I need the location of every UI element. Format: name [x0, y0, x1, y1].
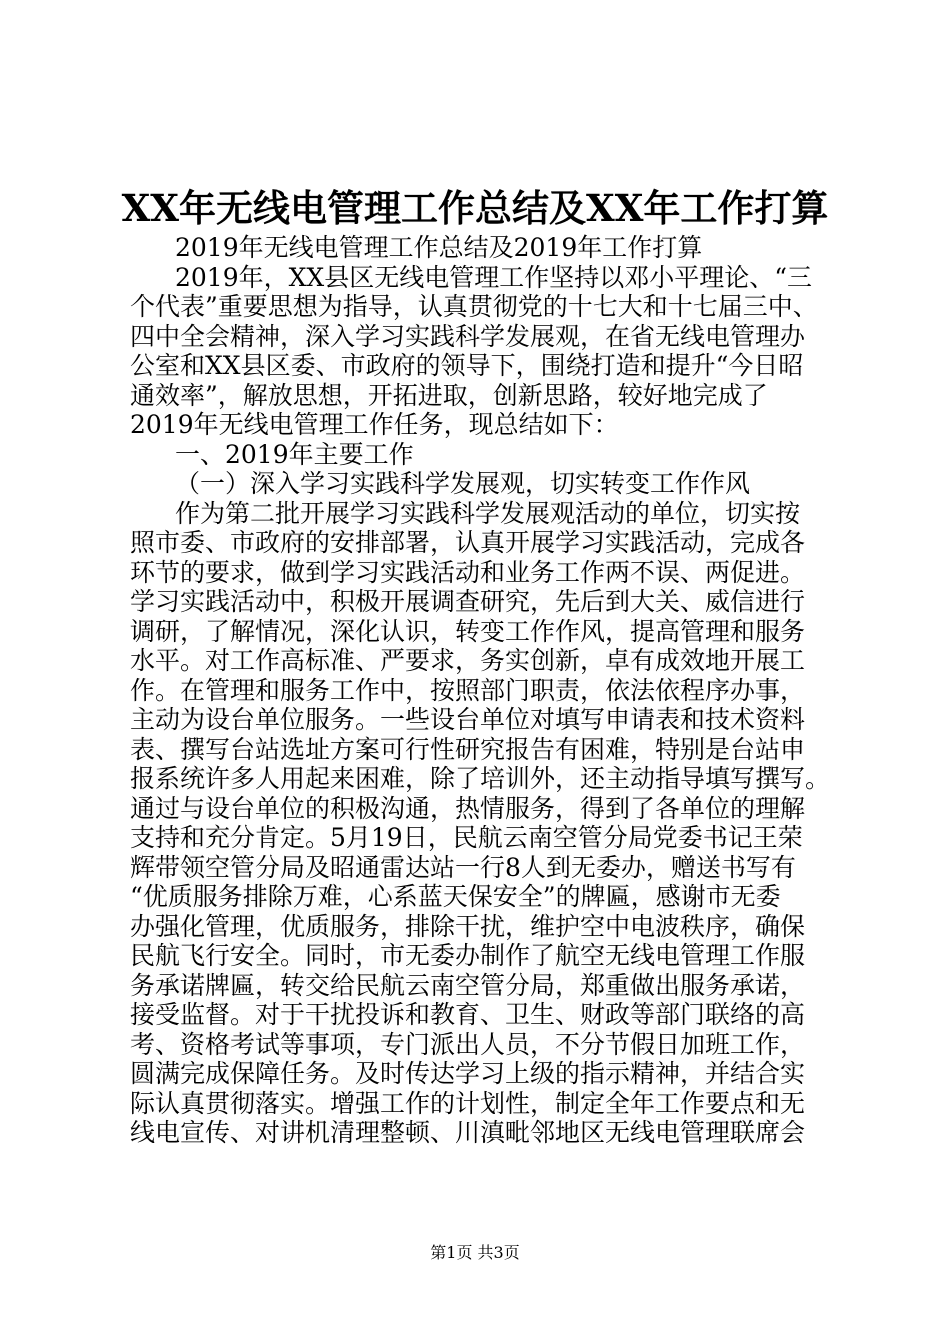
body-line: 四中全会精神，深入学习实践科学发展观，在省无线电管理办 — [130, 321, 806, 351]
body-line: “优质服务排除万难，心系蓝天保安全”的牌匾，感谢市无委 — [130, 882, 781, 911]
body-line: 学习实践活动中，积极开展调查研究，先后到大关、威信进行 — [130, 587, 806, 616]
body-line: 照市委、市政府的安排部署，认真开展学习实践活动，完成各 — [130, 528, 806, 557]
body-line: 主动为设台单位服务。一些设台单位对填写申请表和技术资料 — [130, 705, 806, 734]
body-line: 环节的要求，做到学习实践活动和业务工作两不误、两促进。 — [130, 557, 806, 587]
body-line: 民航飞行安全。同时，市无委办制作了航空无线电管理工作服 — [130, 941, 806, 970]
section-heading: 一、2019年主要工作 — [175, 439, 414, 469]
body-line: 务承诺牌匾，转交给民航云南空管分局，郑重做出服务承诺， — [130, 970, 806, 1000]
subsection-heading: （一）深入学习实践科学发展观，切实转变工作作风 — [175, 469, 751, 498]
page-footer: 第1页 共3页 — [430, 1243, 520, 1262]
body-line: 调研，了解情况，深化认识，转变工作作风，提高管理和服务 — [130, 616, 806, 646]
body-line: 2019年无线电管理工作任务，现总结如下： — [130, 410, 619, 439]
document-body — [130, 233, 830, 1148]
document-title: XX年无线电管理工作总结及XX年工作打算 — [121, 186, 829, 230]
body-line: 辉带领空管分局及昭通雷达站一行8人到无委办，赠送书写有 — [130, 852, 796, 882]
subtitle-line: 2019年无线电管理工作总结及2019年工作打算 — [175, 233, 703, 262]
body-line: 办强化管理，优质服务，排除干扰，维护空中电波秩序，确保 — [130, 911, 806, 941]
body-line: 支持和充分肯定。5月19日，民航云南空管分局党委书记王荣 — [130, 823, 803, 852]
body-line: 表、撰写台站选址方案可行性研究报告有困难，特别是台站申 — [130, 734, 806, 764]
body-line: 作。在管理和服务工作中，按照部门职责，依法依程序办事， — [130, 675, 806, 705]
body-line: 报系统许多人用起来困难，除了培训外，还主动指导填写撰写。 — [130, 764, 830, 793]
body-line: 水平。对工作高标准、严要求，务实创新，卓有成效地开展工 — [130, 646, 806, 675]
body-line: 2019年，XX县区无线电管理工作坚持以邓小平理论、“三 — [175, 262, 813, 292]
body-line: 线电宣传、对讲机清理整顿、川滇毗邻地区无线电管理联席会 — [130, 1118, 806, 1147]
body-line: 圆满完成保障任务。及时传达学习上级的指示精神，并结合实 — [130, 1059, 806, 1088]
body-line: 通过与设台单位的积极沟通，热情服务，得到了各单位的理解 — [130, 793, 806, 823]
body-line: 作为第二批开展学习实践科学发展观活动的单位，切实按 — [175, 498, 801, 528]
body-line: 考、资格考试等事项，专门派出人员，不分节假日加班工作， — [130, 1029, 806, 1059]
body-line: 接受监督。对于干扰投诉和教育、卫生、财政等部门联络的高 — [130, 1000, 806, 1029]
body-line: 通效率”，解放思想，开拓进取，创新思路，较好地完成了 — [130, 380, 768, 410]
body-line: 际认真贯彻落实。增强工作的计划性，制定全年工作要点和无 — [130, 1088, 806, 1118]
body-line: 个代表”重要思想为指导，认真贯彻党的十七大和十七届三中、 — [130, 292, 818, 321]
body-line: 公室和XX县区委、市政府的领导下，围绕打造和提升“今日昭 — [130, 351, 804, 380]
